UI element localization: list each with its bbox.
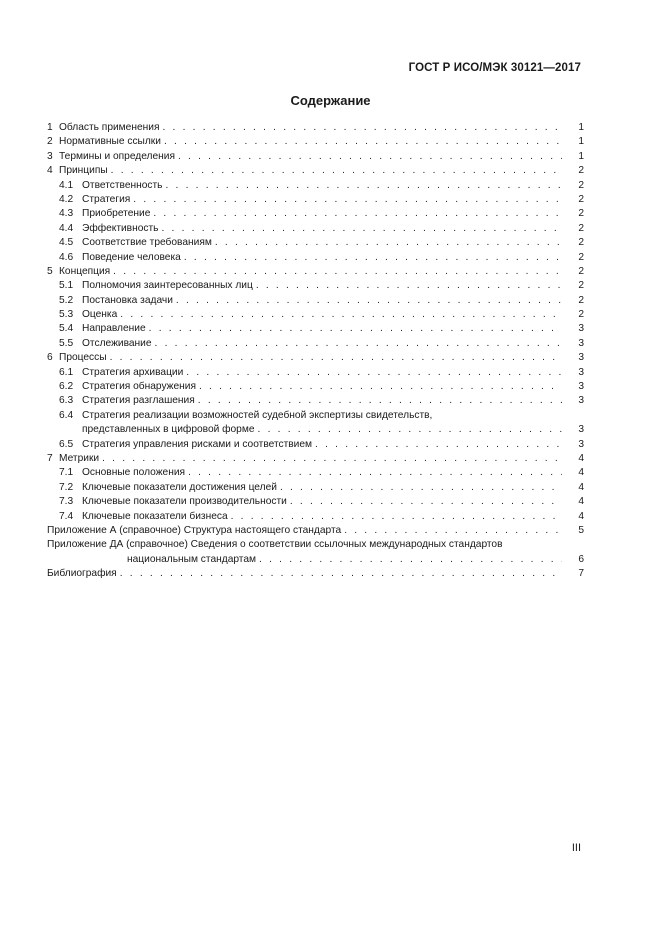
toc-page-number: 4: [578, 481, 584, 493]
toc-entry[interactable]: [47, 207, 584, 221]
toc-page-number: 1: [578, 136, 584, 148]
toc-entry-number: 6: [47, 352, 53, 364]
leader-dots: [111, 164, 562, 178]
toc-entry-title: Принципы: [59, 165, 108, 177]
toc-entry-label: [59, 236, 566, 250]
toc-entry-number: 3: [47, 150, 53, 162]
toc-entry-label: [47, 423, 566, 437]
toc-page-number: 2: [578, 251, 584, 263]
toc-entry-title: Полномочия заинтересованных лиц: [82, 280, 253, 292]
toc-entry-label: [59, 179, 566, 193]
toc-entry-title: Область применения: [59, 122, 160, 133]
toc-entry-number: 4.5: [59, 237, 74, 249]
toc-entry[interactable]: [47, 510, 584, 524]
toc-page-number: 3: [578, 395, 584, 407]
toc-page-number: 4: [578, 496, 584, 508]
toc-entry-title: Концепция: [59, 265, 111, 277]
toc-entry-number: 4.3: [59, 208, 74, 220]
leader-dots: [199, 380, 562, 394]
toc-entry-label: [59, 207, 566, 221]
leader-dots: [161, 222, 562, 236]
toc-page-number: 7: [578, 568, 584, 580]
leader-dots: [102, 452, 562, 466]
toc-page-number: 2: [578, 193, 584, 205]
toc-page-number: 2: [578, 222, 584, 234]
page-title: Содержание: [290, 93, 371, 108]
toc-entry-title: Отслеживание: [82, 337, 152, 349]
leader-dots: [215, 236, 562, 250]
toc-entry-label: [47, 553, 566, 567]
table-of-contents: [47, 121, 584, 582]
toc-entry[interactable]: [47, 222, 584, 236]
toc-entry[interactable]: [47, 481, 584, 495]
toc-entry-title: Приложение А (справочное) Структура настоящего стандарта: [47, 524, 342, 536]
toc-entry[interactable]: [47, 164, 584, 178]
toc-entry-label: [59, 495, 566, 509]
toc-entry-label: [59, 294, 566, 308]
leader-dots: [153, 207, 562, 221]
toc-entry-number: 5.4: [59, 323, 74, 335]
toc-entry[interactable]: [47, 409, 584, 423]
toc-page-number: 2: [578, 165, 584, 177]
toc-entry-label: [59, 510, 566, 524]
toc-entry[interactable]: [47, 351, 584, 365]
toc-entry-number: 5.1: [59, 280, 74, 292]
toc-entry-title: Ответственность: [82, 179, 163, 191]
toc-entry-label: [47, 567, 566, 581]
toc-entry[interactable]: [47, 236, 584, 250]
toc-entry-label: [59, 251, 566, 265]
toc-entry-number: 1: [47, 122, 53, 133]
toc-entry-number: 7.2: [59, 481, 74, 493]
leader-dots: [178, 150, 562, 164]
toc-entry-label: [47, 135, 566, 149]
toc-page-number: 2: [578, 309, 584, 321]
toc-entry-title: Постановка задачи: [82, 294, 173, 306]
toc-entry-label: [59, 466, 566, 480]
toc-entry-title: Стратегия реализации возможностей судебной экспертизы свидетельств,: [82, 409, 433, 421]
toc-entry-number: 6.2: [59, 381, 74, 393]
toc-entry[interactable]: [47, 193, 584, 207]
toc-entry[interactable]: [47, 121, 584, 135]
toc-page-number: 3: [578, 438, 584, 450]
toc-entry-title: Стратегия архивации: [82, 366, 184, 378]
leader-dots: [164, 135, 562, 149]
toc-entry-label: [59, 481, 566, 495]
toc-entry[interactable]: [47, 567, 584, 581]
toc-page-number: 1: [578, 150, 584, 162]
toc-entry-number: 6.3: [59, 395, 74, 407]
toc-page-number: 4: [578, 510, 584, 522]
toc-entry-title: Термины и определения: [59, 150, 175, 162]
toc-entry-title: Приобретение: [82, 208, 151, 220]
toc-entry-title: Стратегия управления рисками и соответствием: [82, 438, 313, 450]
toc-entry-number: 4.1: [59, 179, 74, 191]
toc-entry[interactable]: [47, 438, 584, 452]
toc-entry-label: [47, 452, 566, 466]
toc-entry-label: [59, 366, 566, 380]
toc-entry-title: Эффективность: [82, 222, 159, 234]
toc-entry-number: 6.1: [59, 366, 74, 378]
toc-entry-title: Основные положения: [82, 467, 186, 479]
document-id: ГОСТ Р ИСО/МЭК 30121—2017: [408, 62, 581, 74]
toc-entry-title: Нормативные ссылки: [59, 136, 161, 148]
toc-entry-number: 7.4: [59, 510, 74, 522]
toc-entry[interactable]: [47, 337, 584, 351]
toc-entry-title: Процессы: [59, 352, 107, 364]
leader-dots: [198, 394, 562, 408]
toc-entry-label: [47, 351, 566, 365]
toc-entry-title-cont: представленных в цифровой форме: [82, 424, 255, 436]
toc-entry-label: [47, 265, 566, 279]
toc-page-number: 2: [578, 179, 584, 191]
toc-entry[interactable]: [47, 322, 584, 336]
toc-entry-title: Направление: [82, 323, 146, 335]
toc-entry-number: 6.4: [59, 409, 74, 421]
toc-entry-label: [59, 337, 566, 351]
toc-entry-label: [47, 150, 566, 164]
page-number: III: [571, 842, 581, 854]
toc-entry[interactable]: [47, 524, 584, 538]
toc-entry-number: 6.5: [59, 438, 74, 450]
toc-entry[interactable]: [47, 294, 584, 308]
toc-entry-number: 5: [47, 265, 53, 277]
toc-entry-title: Стратегия: [82, 193, 131, 205]
toc-entry-title: Поведение человека: [82, 251, 181, 263]
toc-entry-continuation[interactable]: [47, 553, 584, 567]
leader-dots: [176, 294, 562, 308]
toc-entry-number: 4: [47, 165, 53, 177]
toc-page-number: 3: [578, 352, 584, 364]
toc-entry[interactable]: [47, 495, 584, 509]
leader-dots: [258, 423, 562, 437]
toc-page-number: 2: [578, 280, 584, 292]
toc-entry[interactable]: [47, 135, 584, 149]
toc-page-number: 3: [578, 337, 584, 349]
toc-entry-label: [47, 524, 566, 538]
toc-entry-number: 4.6: [59, 251, 74, 263]
toc-entry-title: Приложение ДА (справочное) Сведения о соответствии ссылочных международных стандартов: [47, 539, 503, 551]
leader-dots: [165, 179, 562, 193]
toc-entry[interactable]: [47, 366, 584, 380]
toc-page-number: 3: [578, 381, 584, 393]
toc-page-number: 2: [578, 237, 584, 249]
toc-entry-title-cont: национальным стандартам: [127, 553, 257, 565]
toc-entry-title: Ключевые показатели достижения целей: [82, 481, 277, 493]
leader-dots: [315, 438, 562, 452]
toc-entry[interactable]: [47, 538, 584, 552]
toc-entry-number: 4.2: [59, 193, 74, 205]
toc-page-number: 5: [578, 524, 584, 536]
toc-page-number: 3: [578, 366, 584, 378]
leader-dots: [113, 265, 562, 279]
toc-entry-label: [47, 538, 584, 552]
toc-entry[interactable]: [47, 380, 584, 394]
leader-dots: [120, 567, 562, 581]
toc-entry-label: [59, 222, 566, 236]
toc-entry-title: Стратегия обнаружения: [82, 381, 196, 393]
toc-entry[interactable]: [47, 251, 584, 265]
toc-page-number: 6: [578, 553, 584, 565]
toc-entry[interactable]: [47, 150, 584, 164]
toc-page-number: 3: [578, 424, 584, 436]
toc-entry-title: Библиография: [47, 568, 117, 580]
toc-entry-title: Ключевые показатели производительности: [82, 496, 287, 508]
toc-entry[interactable]: [47, 265, 584, 279]
leader-dots: [290, 495, 562, 509]
toc-entry-title: Оценка: [82, 309, 118, 321]
toc-entry[interactable]: [47, 394, 584, 408]
toc-entry-label: [59, 380, 566, 394]
leader-dots: [133, 193, 562, 207]
toc-entry-label: [47, 121, 566, 135]
toc-entry-label: [59, 322, 566, 336]
toc-entry-number: 5.2: [59, 294, 74, 306]
toc-entry-label: [59, 193, 566, 207]
leader-dots: [231, 510, 562, 524]
toc-entry-title: Стратегия разглашения: [82, 395, 195, 407]
toc-entry-label: [59, 409, 584, 423]
toc-page-number: 2: [578, 294, 584, 306]
toc-page-number: 1: [578, 122, 584, 133]
toc-page-number: 2: [578, 208, 584, 220]
toc-entry[interactable]: [47, 308, 584, 322]
leader-dots: [186, 366, 562, 380]
leader-dots: [280, 481, 562, 495]
toc-page-number: 4: [578, 452, 584, 464]
leader-dots: [149, 322, 562, 336]
toc-entry-number: 7.1: [59, 467, 74, 479]
toc-page-number: 2: [578, 265, 584, 277]
leader-dots: [120, 308, 562, 322]
toc-entry-number: 5.3: [59, 309, 74, 321]
toc-entry[interactable]: [47, 179, 584, 193]
toc-entry-number: 7.3: [59, 496, 74, 508]
leader-dots: [162, 121, 562, 135]
toc-entry[interactable]: [47, 452, 584, 466]
toc-entry-label: [59, 438, 566, 452]
toc-entry-number: 4.4: [59, 222, 74, 234]
toc-entry-number: 5.5: [59, 337, 74, 349]
toc-entry-label: [59, 308, 566, 322]
toc-entry[interactable]: [47, 279, 584, 293]
toc-entry-title: Соответствие требованиям: [82, 237, 212, 249]
leader-dots: [188, 466, 562, 480]
toc-page-number: 3: [578, 323, 584, 335]
leader-dots: [155, 337, 562, 351]
toc-entry-label: [47, 164, 566, 178]
leader-dots: [256, 279, 562, 293]
toc-entry-number: 7: [47, 452, 53, 464]
leader-dots: [184, 251, 562, 265]
leader-dots: [259, 553, 562, 567]
toc-entry-title: Метрики: [59, 452, 100, 464]
leader-dots: [110, 351, 562, 365]
toc-entry-continuation[interactable]: [47, 423, 584, 437]
toc-page-number: 4: [578, 467, 584, 479]
toc-entry[interactable]: [47, 466, 584, 480]
toc-entry-label: [59, 279, 566, 293]
toc-entry-title: Ключевые показатели бизнеса: [82, 510, 228, 522]
leader-dots: [344, 524, 562, 538]
toc-entry-number: 2: [47, 136, 53, 148]
toc-entry-label: [59, 394, 566, 408]
